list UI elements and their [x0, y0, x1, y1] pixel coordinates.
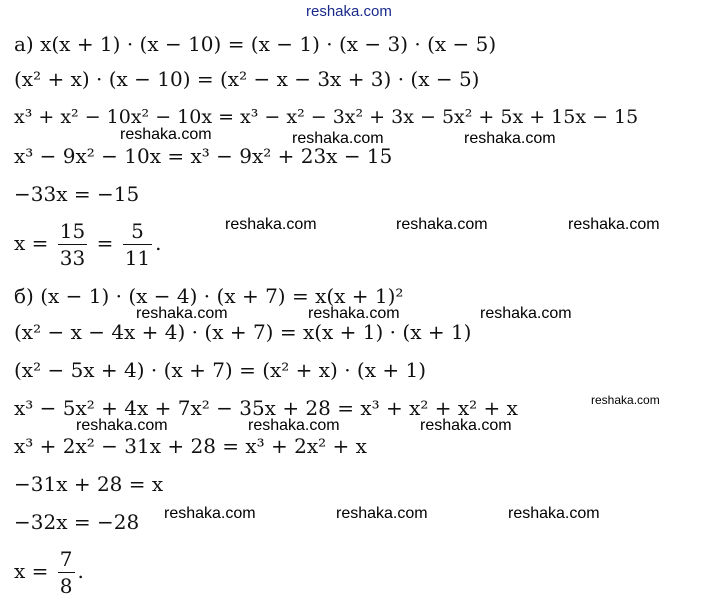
- watermark: reshaka.com: [308, 305, 400, 322]
- equation-text: x³ − 9x² − 10x = x³ − 9x² + 23x − 15: [14, 144, 393, 168]
- equals-sign: =: [96, 231, 114, 255]
- equation-a-result: [14, 218, 162, 271]
- equation-a-line-4: [14, 144, 392, 168]
- equation-text: x(x + 1) · (x − 10) = (x − 1) · (x − 3) · (x − 5): [40, 32, 497, 56]
- period: .: [77, 559, 84, 583]
- equation-b-result: [14, 546, 84, 599]
- equation-a-line-3: [14, 104, 638, 129]
- equation-text: x³ − 5x² + 4x + 7x² − 35x + 28 = x³ + x² + x² + x: [14, 396, 518, 420]
- equation-a-line-1: [14, 32, 496, 56]
- equation-b-line-6: [14, 472, 163, 496]
- part-a-label: а): [14, 32, 34, 56]
- watermark: reshaka.com: [396, 216, 488, 233]
- watermark: reshaka.com: [508, 505, 600, 522]
- watermark-top: reshaka.com: [306, 3, 392, 20]
- equation-b-line-1: [14, 284, 403, 308]
- equation-a-line-2: [14, 67, 480, 91]
- equation-text: −32x = −28: [14, 510, 140, 534]
- equation-b-line-4: [14, 396, 518, 420]
- equation-text: x³ + x² − 10x² − 10x = x³ − x² − 3x² + 3x − 5x² + 5x + 15x − 15: [14, 106, 639, 128]
- watermark: reshaka.com: [591, 393, 660, 407]
- numerator: 15: [59, 219, 86, 243]
- equation-text: x³ + 2x² − 31x + 28 = x³ + 2x² + x: [14, 434, 367, 458]
- fraction: [58, 218, 87, 271]
- watermark: reshaka.com: [292, 130, 384, 147]
- watermark: reshaka.com: [120, 126, 212, 143]
- denominator: 8: [59, 574, 73, 598]
- watermark: reshaka.com: [225, 216, 317, 233]
- result-prefix: x =: [14, 231, 49, 255]
- equation-text: (x² − 5x + 4) · (x + 7) = (x² + x) · (x + 1): [14, 358, 427, 382]
- equation-b-line-7: [14, 510, 139, 534]
- fraction: [58, 546, 75, 599]
- watermark: reshaka.com: [568, 216, 660, 233]
- watermark: reshaka.com: [464, 130, 556, 147]
- numerator: 5: [131, 219, 144, 243]
- equation-text: −33x = −15: [14, 182, 140, 206]
- watermark: reshaka.com: [164, 505, 256, 522]
- numerator: 7: [59, 547, 73, 571]
- period: .: [155, 231, 162, 255]
- watermark: reshaka.com: [76, 417, 168, 434]
- equation-a-line-5: [14, 182, 139, 206]
- fraction: [123, 218, 152, 271]
- result-prefix: x =: [14, 559, 49, 583]
- denominator: 33: [59, 246, 86, 270]
- watermark: reshaka.com: [420, 417, 512, 434]
- equation-text: (x² + x) · (x − 10) = (x² − x − 3x + 3) · (x − 5): [14, 67, 480, 91]
- equation-b-line-5: [14, 434, 367, 458]
- denominator: 11: [124, 246, 151, 270]
- equation-b-line-2: [14, 320, 471, 344]
- equation-text: −31x + 28 = x: [14, 472, 164, 496]
- equation-b-line-3: [14, 358, 426, 382]
- watermark: reshaka.com: [336, 505, 428, 522]
- watermark: reshaka.com: [480, 305, 572, 322]
- equation-text: (x − 1) · (x − 4) · (x + 7) = x(x + 1)²: [40, 284, 404, 308]
- watermark: reshaka.com: [248, 417, 340, 434]
- equation-text: (x² − x − 4x + 4) · (x + 7) = x(x + 1) · (x + 1): [14, 320, 472, 344]
- watermark: reshaka.com: [136, 305, 228, 322]
- part-b-label: б): [14, 284, 34, 308]
